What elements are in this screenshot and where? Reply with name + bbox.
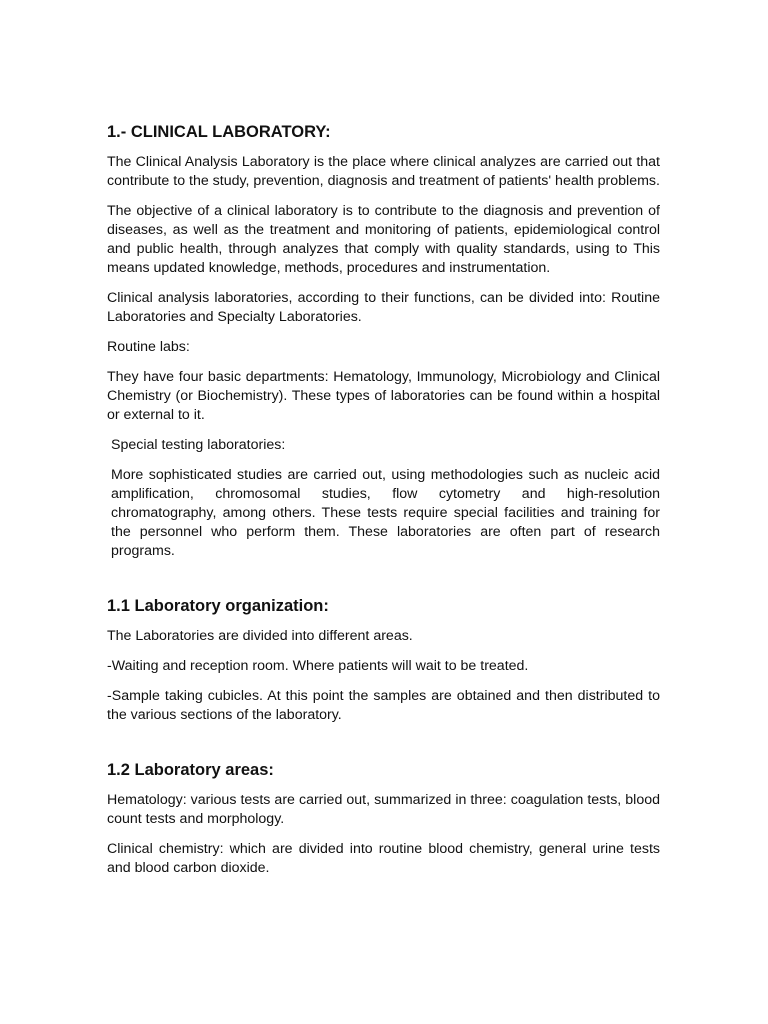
section-heading-clinical-laboratory: 1.- CLINICAL LABORATORY: xyxy=(107,123,331,141)
label-special-testing: Special testing laboratories: xyxy=(111,437,286,453)
paragraph-clinical-chemistry: Clinical chemistry: which are divided into routine blood chemistry, general urine tests and blood carbon dioxide. xyxy=(107,841,660,876)
paragraph-sample-cubicles: -Sample taking cubicles. At this point the samples are obtained and then distributed to the various sections of the laboratory. xyxy=(107,688,660,723)
paragraph-routine-labs: They have four basic departments: Hematology, Immunology, Microbiology and Clinical Chemistry (or Biochemistry). These types of laboratories can be found within a hospital or external to it. xyxy=(107,369,660,423)
paragraph-hematology: Hematology: various tests are carried out, summarized in three: coagulation tests, blood count tests and morphology. xyxy=(107,792,660,827)
paragraph-objective: The objective of a clinical laboratory is to contribute to the diagnosis and prevention of diseases, as well as the treatment and monitoring of patients, epidemiological control and public health, through analyzes that comply with quality standards, using to This means updated knowledge, methods, procedures and instrumentation. xyxy=(107,203,660,276)
paragraph-waiting-room: -Waiting and reception room. Where patients will wait to be treated. xyxy=(107,658,529,674)
paragraph-classification: Clinical analysis laboratories, according to their functions, can be divided into: Routine Laboratories and Specialty Laboratories. xyxy=(107,290,660,325)
label-routine-labs: Routine labs: xyxy=(107,339,190,355)
section-heading-laboratory-organization: 1.1 Laboratory organization: xyxy=(107,597,329,615)
paragraph-special-testing: More sophisticated studies are carried out, using methodologies such as nucleic acid amplification, chromosomal studies, flow cytometry and high-resolution chromatography, among others. These tests require special facilities and training for the personnel who perform them. These laboratories are often part of research programs. xyxy=(111,467,660,559)
paragraph-areas-intro: The Laboratories are divided into different areas. xyxy=(107,628,413,644)
section-heading-laboratory-areas: 1.2 Laboratory areas: xyxy=(107,761,274,779)
paragraph-definition: The Clinical Analysis Laboratory is the place where clinical analyzes are carried out that contribute to the study, prevention, diagnosis and treatment of patients' health problems. xyxy=(107,154,660,189)
document-page xyxy=(107,121,660,889)
